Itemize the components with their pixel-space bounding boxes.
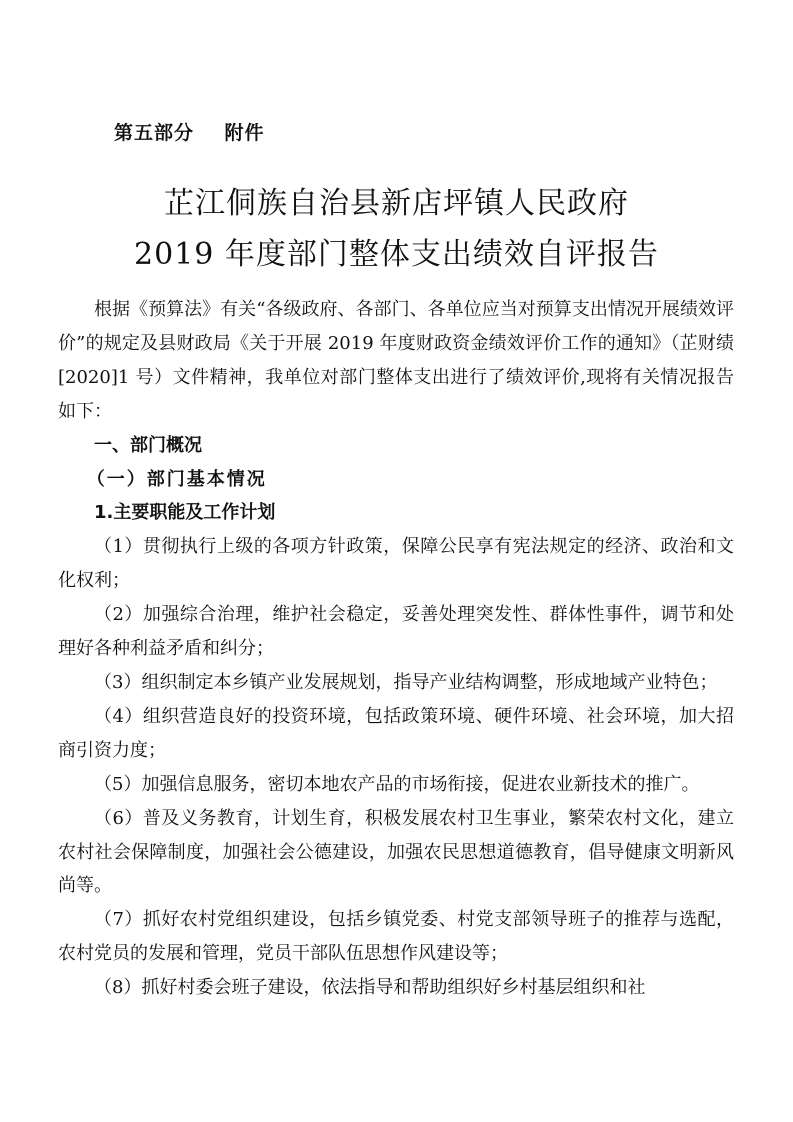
list-item: （3）组织制定本乡镇产业发展规划，指导产业结构调整，形成地域产业特色； bbox=[94, 671, 718, 693]
list-item: （1）贯彻执行上级的各项方针政策，保障公民享有宪法规定的经济、政治和文化权利； bbox=[58, 536, 734, 592]
heading-main-functions: 1.主要职能及工作计划 bbox=[94, 502, 276, 524]
list-item: （5）加强信息服务，密切本地农产品的市场衔接，促进农业新技术的推广。 bbox=[94, 773, 700, 795]
heading-department-overview: 一、部门概况 bbox=[94, 434, 202, 456]
list-item: （7）抓好农村党组织建设，包括乡镇党委、村党支部领导班子的推荐与选配，农村党员的发展和管理，党员干部队伍思想作风建设等； bbox=[58, 909, 734, 965]
document-body bbox=[58, 293, 734, 1005]
list-item: （2）加强综合治理，维护社会稳定，妥善处理突发性、群体性事件，调节和处理好各种利益矛盾和纠分； bbox=[58, 604, 734, 660]
list-item: （6）普及义务教育，计划生育，积极发展农村卫生事业，繁荣农村文化，建立农村社会保障制度，加强社会公德建设，加强农民思想道德教育，倡导健康文明新风尚等。 bbox=[58, 807, 734, 897]
heading-basic-info: （一）部门基本情况 bbox=[86, 468, 267, 490]
list-item: （4）组织营造良好的投资环境，包括政策环境、硬件环境、社会环境，加大招商引资力度； bbox=[58, 705, 734, 761]
list-item: （8）抓好村委会班子建设，依法指导和帮助组织好乡村基层组织和社 bbox=[94, 977, 646, 999]
section-label: 第五部分 附件 bbox=[114, 122, 265, 144]
document-title-line-1: 芷江侗族自治县新店坪镇人民政府 bbox=[164, 186, 629, 221]
intro-paragraph: 根据《预算法》有关“各级政府、各部门、各单位应当对预算支出情况开展绩效评价”的规定及县财政局《关于开展 2019 年度财政资金绩效评价工作的通知》（芷财绩[2020]1 号）文件精神，我单位对部门整体支出进行了绩效评价,现将有关情况报告如下： bbox=[58, 299, 734, 422]
document-title-line-2: 2019 年度部门整体支出绩效自评报告 bbox=[134, 237, 659, 272]
